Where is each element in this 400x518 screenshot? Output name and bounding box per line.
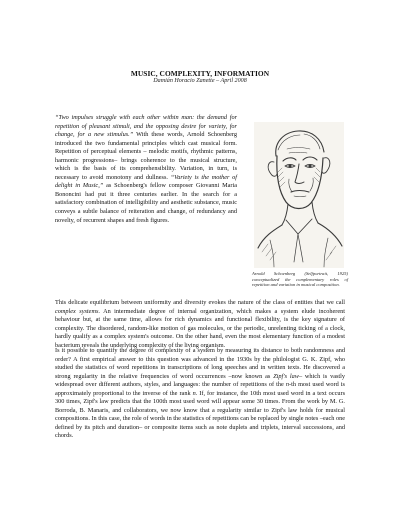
complex-systems-term: complex systems	[55, 307, 99, 315]
zipf-text-1: Is it possible to quantify the degree of complexity of a system by measuring its distance to both randomness and order? A first empirical answer to this question was advanced in the 1930s by the philologist G. K. Zipf, who studied the statistics of word repetitions in transcriptions of long speeches and in written texts. He discovered a strong regularity in the relative frequencies of word occurrences –now known as	[55, 347, 345, 380]
complex-text-1: This delicate equilibrium between uniformity and diversity evokes the nature of the class of entities that we call	[55, 299, 345, 306]
article-byline: Damián Horacio Zanette – April 2008	[153, 78, 247, 84]
paragraph-complex-systems	[55, 299, 345, 350]
zipf-text-4: . If, for instance, the 10th most used word in a text occurs 300 times, Zipf's law predicts that the 100th most used word will appear some 30 times. From the work by M. G. Borroda, B. Manaris, and collaborators, we now know that a regularity similar to Zipf's law holds for musical compositions. In this case, the role of words in the statistics of repetitions can be replaced by single notes –each one defined by its pitch and duration– or composite items such as note duplets and triplets, interval successions, and chords.	[55, 389, 345, 440]
figure-caption: Arnold Schoenberg (Selfportrait, 1925) conceptualized the complementary roles of repetition and variation in musical composition.	[252, 271, 348, 288]
complex-text-2: . An intermediate degree of internal organization, which makes a system elude incoherent behaviour but, at the same time, allows for rich dynamics and functional flexibility, is the key signature of complexity. The disordered, random-like motion of gas molecules, or the periodic, unrelenting ticking of a clock, hardly qualify as a complex system's outcome. On the other hand, even the most elementary function of a modest bacterium reveals the underlying complexity of the living organism.	[55, 307, 346, 349]
bononcini-quote: “Variety is the mother of delight in Music,”	[55, 173, 237, 190]
paragraph-intro	[55, 114, 237, 225]
schoenberg-quote: “Two impulses struggle with each other within man: the demand for repetition of pleasant stimuli, and the opposing desire for variety, for change, for a new stimulus.”	[55, 114, 237, 139]
zipf-text-3: -th most used word is approximately proportional to the inverse of the rank	[55, 381, 345, 397]
rank-n-1: n	[285, 381, 290, 389]
schoenberg-portrait-sketch	[254, 122, 344, 268]
figure-schoenberg	[252, 122, 348, 288]
zipf-law-term: Zipf's law	[273, 372, 299, 380]
article-title: MUSIC, COMPLEXITY, INFORMATION	[130, 69, 270, 78]
intro-text-2: as Schoenberg's fellow composer Giovanni Maria Bononcini had put it three centuries earlier. In the search for a satisfactory combination of intelligibility and aesthetic substance, music conveys a subtle balance of reiteration and change, of redundancy and novelty, of recurrent shapes and fresh figures.	[55, 182, 237, 224]
zipf-text-2: – which is vastly widespread over different authors, styles, and languages: the number of repetitions of the	[55, 372, 345, 389]
intro-text-1: With these words, Arnold Schoenberg introduced the two fundamental principles which cast musical form. Repetition of perceptual elements – melodic motifs, rhythmic patterns, harmonic progressions– brings coherence to the musical structure, which is the basis of its comprehensibility. Variation, in turn, is necessary to avoid monotony and dullness.	[55, 131, 237, 181]
rank-n-2: n	[192, 389, 196, 397]
paragraph-zipf	[55, 347, 345, 441]
